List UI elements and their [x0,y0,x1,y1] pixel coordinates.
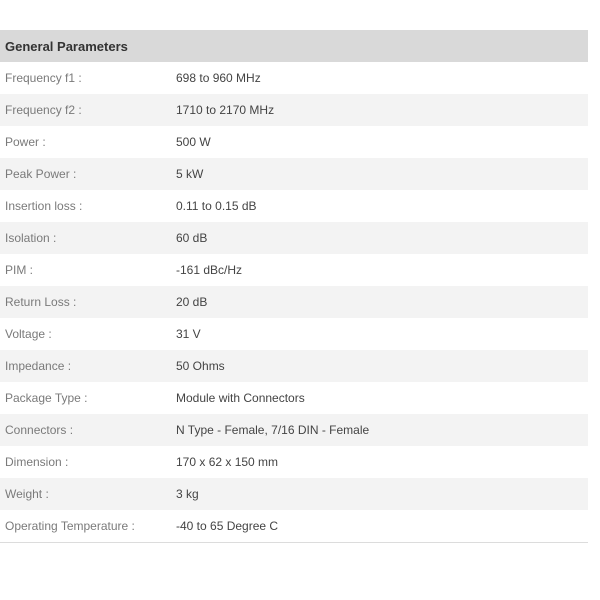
row-label: Insertion loss : [5,199,83,213]
row-label: Peak Power : [5,167,77,181]
table-row [0,318,588,350]
row-value: 31 V [176,327,201,341]
row-value: 20 dB [176,295,208,309]
table-row [0,414,588,446]
row-label: Weight : [5,487,49,501]
table-row [0,190,588,222]
row-label: Voltage : [5,327,52,341]
table-row [0,478,588,510]
row-label: Frequency f2 : [5,103,82,117]
row-value: 60 dB [176,231,208,245]
table-row [0,382,588,414]
row-label: Isolation : [5,231,57,245]
table-row [0,222,588,254]
row-value: 0.11 to 0.15 dB [176,199,257,213]
row-value: Module with Connectors [176,391,305,405]
table-body [0,62,588,542]
row-label: Return Loss : [5,295,77,309]
row-value: N Type - Female, 7/16 DIN - Female [176,423,370,437]
row-value: 500 W [176,135,211,149]
row-label: Power : [5,135,46,149]
row-value: -40 to 65 Degree C [176,519,279,533]
spec-table [0,30,588,543]
table-row [0,158,588,190]
row-value: 1710 to 2170 MHz [176,103,275,117]
row-value: 50 Ohms [176,359,225,373]
table-row [0,254,588,286]
row-value: 3 kg [176,487,199,501]
table-row [0,446,588,478]
table-row [0,62,588,94]
row-label: Impedance : [5,359,72,373]
row-label: Connectors : [5,423,74,437]
table-header: General Parameters [0,30,588,62]
row-value: -161 dBc/Hz [176,263,243,277]
table-row [0,286,588,318]
row-value: 5 kW [176,167,204,181]
table-row [0,94,588,126]
table-row [0,510,588,542]
row-label: Dimension : [5,455,69,469]
row-label: Frequency f1 : [5,71,82,85]
table-row [0,126,588,158]
row-label: Package Type : [5,391,88,405]
bottom-divider [0,542,588,543]
table-row [0,350,588,382]
row-value: 698 to 960 MHz [176,71,261,85]
row-value: 170 x 62 x 150 mm [176,455,279,469]
row-label: Operating Temperature : [5,519,135,533]
row-label: PIM : [5,263,34,277]
